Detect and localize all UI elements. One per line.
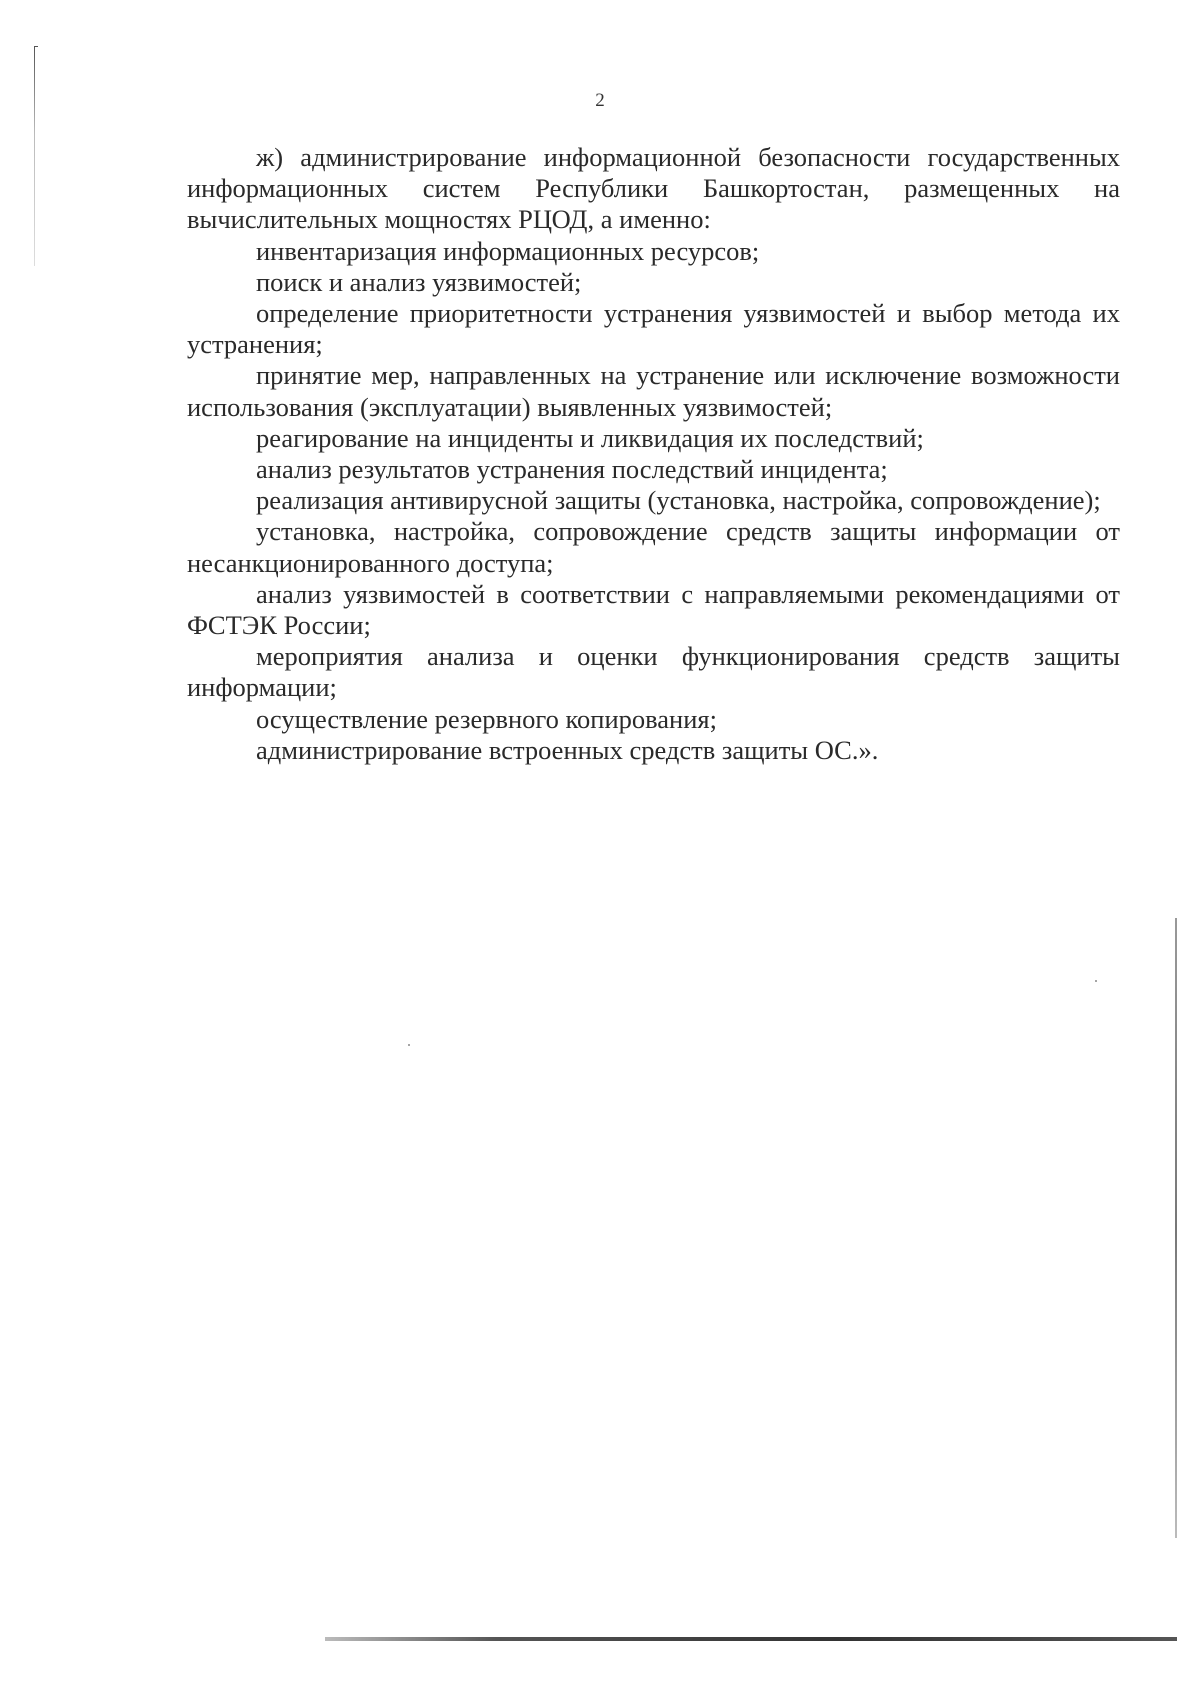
paragraph: анализ уязвимостей в соответствии с направляемыми рекомендациями от ФСТЭК России; <box>187 578 1120 641</box>
paragraph: администрирование встроенных средств защиты ОС.». <box>256 734 879 765</box>
scan-speck <box>1095 980 1097 982</box>
scan-border-left <box>34 46 35 266</box>
paragraph: принятие мер, направленных на устранение или исключение возможности использования (эксплуатации) выявленных уязвимостей; <box>187 360 1120 422</box>
paragraph: ж) администрирование информационной безопасности государственных информационных систем Республики Башкортостан, размещенных на вычислительных мощностях РЦОД, а именно: <box>187 142 1120 235</box>
paragraph: установка, настройка, сопровождение средств защиты информации от несанкционированного доступа; <box>187 516 1120 578</box>
scan-border-bottom <box>325 1637 1177 1641</box>
page-number: 2 <box>595 90 605 111</box>
paragraph: анализ результатов устранения последствий инцидента; <box>256 454 888 485</box>
scan-border-left-tick <box>34 46 38 47</box>
paragraph: реализация антивирусной защиты (установка, настройка, сопровождение); <box>256 485 1101 516</box>
paragraph: мероприятия анализа и оценки функционирования средств защиты информации; <box>187 641 1120 703</box>
paragraph: осуществление резервного копирования; <box>256 703 717 734</box>
document-body <box>187 142 1120 766</box>
scan-border-right <box>1175 918 1177 1538</box>
paragraph: инвентаризация информационных ресурсов; <box>256 235 760 266</box>
scan-speck <box>408 1044 410 1046</box>
paragraph: определение приоритетности устранения уязвимостей и выбор метода их устранения; <box>187 298 1120 360</box>
paragraph: поиск и анализ уязвимостей; <box>256 266 582 297</box>
paragraph: реагирование на инциденты и ликвидация их последствий; <box>256 422 924 453</box>
